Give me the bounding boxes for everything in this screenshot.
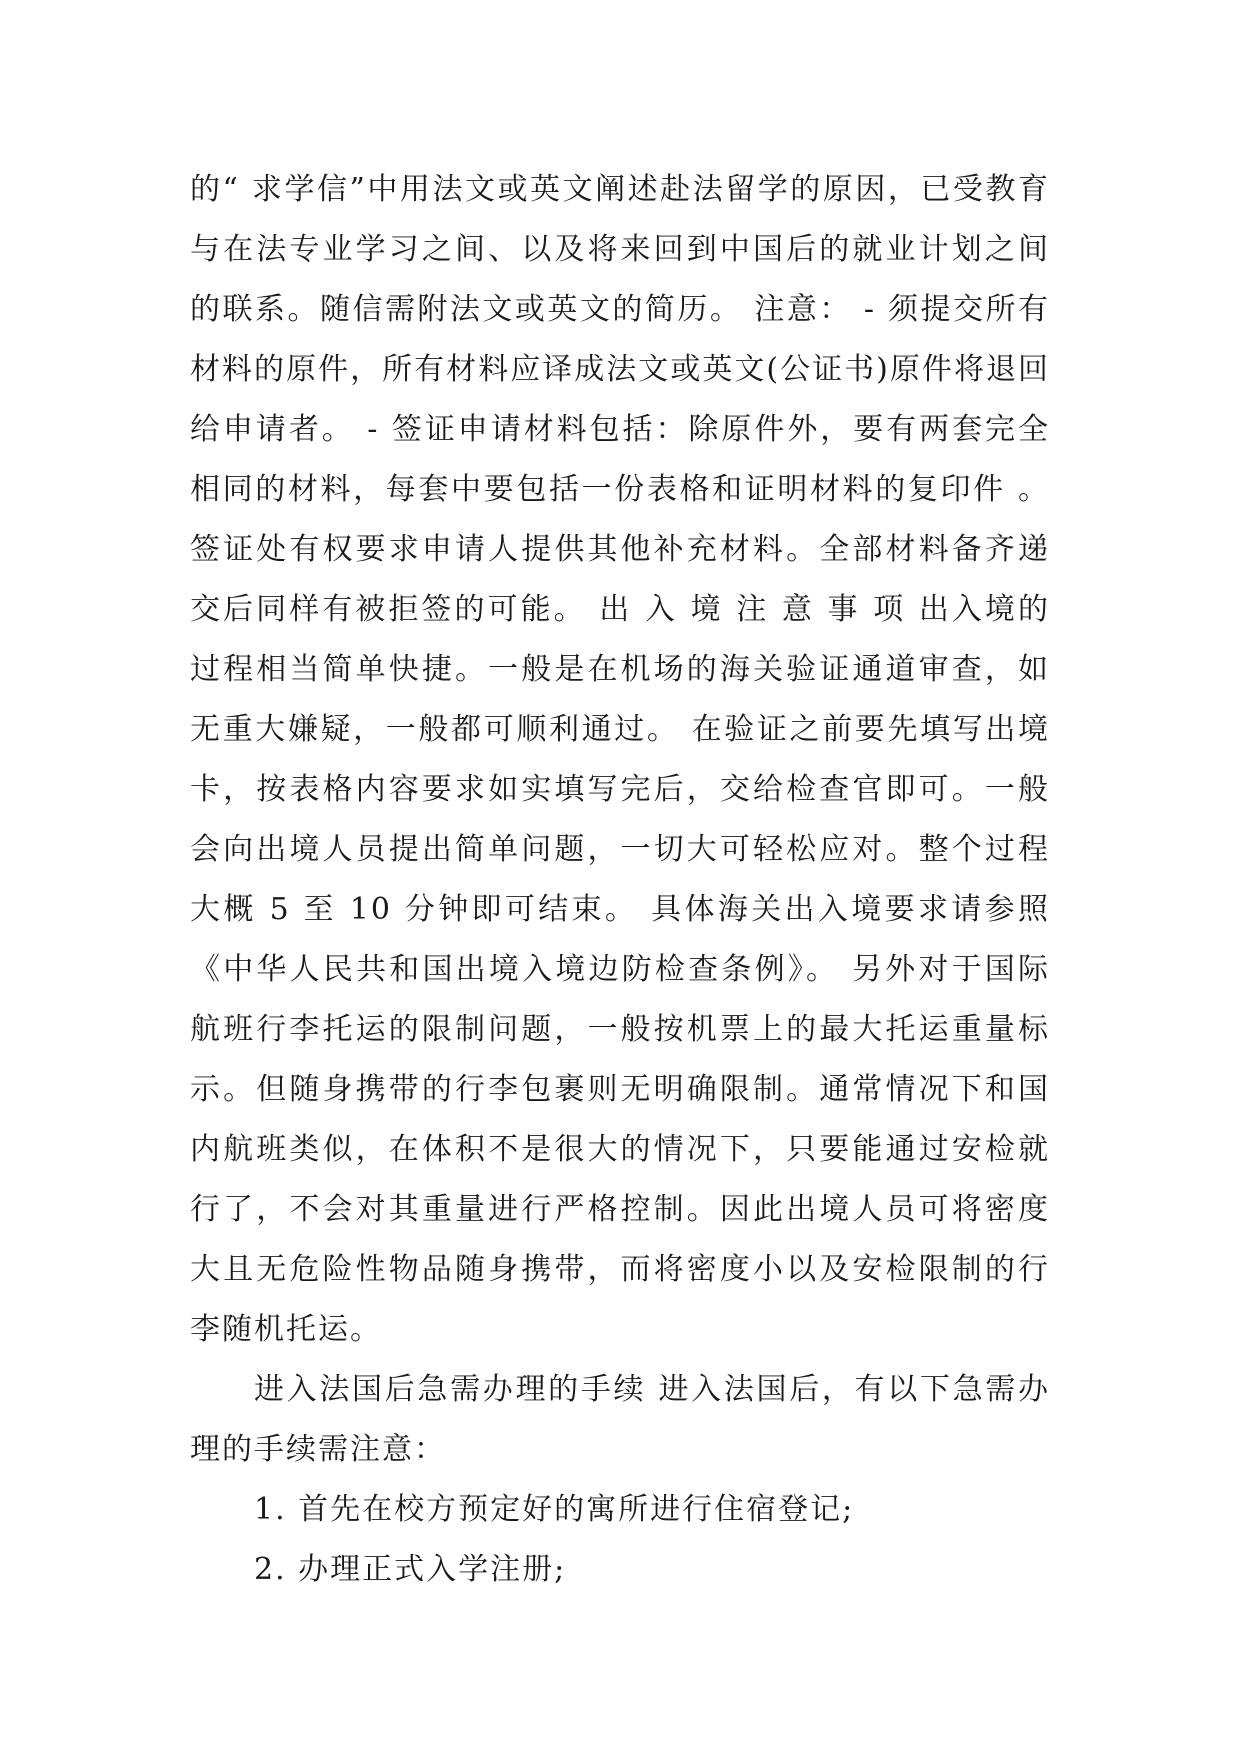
list-item-registration: 2. 办理正式入学注册;: [254, 1552, 567, 1587]
paragraph-visa-and-border: 的“ 求学信”中用法文或英文阐述赴法留学的原因，已受教育与在法专业学习之间、以及将来回到中国后的就业计划之间的联系。随信需附法文或英文的简历。 注意： - 须提交所有材料的原件，所有材料应译成法文或英文(公证书)原件将退回给申请者。 - 签证申请材料包括：除原件外，要有两套完全相同的材料，每套中要包括一份表格和证明材料的复印件 。 签证处有权要求申请人提供其他补充材料。全部材料备齐递交后同样有被拒签的可能。 出 入 境 注 意 事 项 出入境的过程相当简单快捷。一般是在机场的海关验证通道审查，如无重大嫌疑，一般都可顺利通过。 在验证之前要先填写出境卡，按表格内容要求如实填写完后，交给检查官即可。一般会向出境人员提出简单问题，一切大可轻松应对。整个过程大概 5 至 10 分钟即可结束。 具体海关出入境要求请参照《中华人民共和国出境入境边防检查条例》。 另外对于国际航班行李托运的限制问题，一般按机票上的最大托运重量标示。但随身携带的行李包裹则无明确限制。通常情况下和国内航班类似，在体积不是很大的情况下，只要能通过安检就行了，不会对其重量进行严格控制。因此出境人员可将密度大且无危险性物品随身携带，而将密度小以及安检限制的行李随机托运。: [190, 172, 1050, 1347]
list-item-accommodation: 1. 首先在校方预定好的寓所进行住宿登记;: [254, 1492, 855, 1527]
paragraph-after-arrival: 进入法国后急需办理的手续 进入法国后，有以下急需办理的手续需注意：: [190, 1372, 1050, 1467]
document-body: [190, 160, 1050, 1600]
